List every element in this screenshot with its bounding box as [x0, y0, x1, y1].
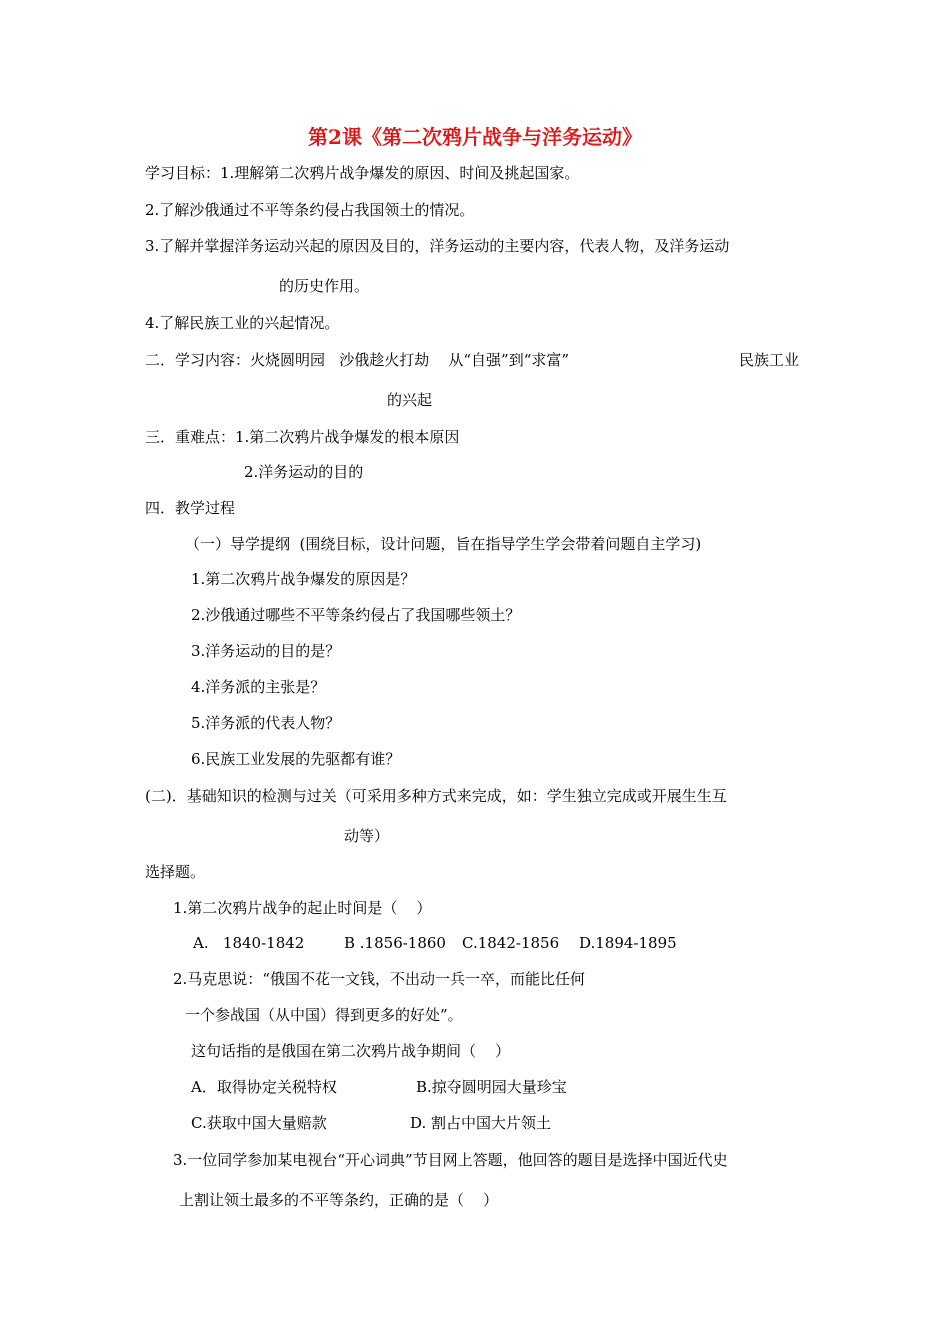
- content-line-cont: 的兴起: [387, 391, 433, 409]
- guide-question: 4.洋务派的主张是？: [191, 678, 326, 696]
- question-3: 3.一位同学参加某电视台“开心词典”节目网上答题，他回答的题目是选择中国近代史: [173, 1151, 728, 1169]
- guide-question: 2.沙俄通过哪些不平等条约侵占了我国哪些领土？: [191, 606, 521, 624]
- objective-line-3-cont: 的历史作用。: [279, 277, 370, 295]
- guide-question: 5.洋务派的代表人物？: [191, 714, 341, 732]
- objective-line-2: 2.了解沙俄通过不平等条约侵占我国领土的情况。: [145, 201, 475, 219]
- guide-question: 3.洋务运动的目的是？: [191, 642, 341, 660]
- q1-option-a: A. 1840-1842: [193, 934, 305, 952]
- guide-outline: （一）导学提纲 (围绕目标，设计问题，旨在指导学生学会带着问题自主学习): [185, 535, 702, 553]
- guide-question: 1.第二次鸦片战争爆发的原因是？: [191, 570, 416, 588]
- section-2-heading-cont: 动等）: [344, 827, 390, 845]
- q1-option-b: B .1856-1860: [344, 934, 446, 952]
- question-2: 2.马克思说：“俄国不花一文钱，不出动一兵一卒，而能比任何: [173, 970, 585, 988]
- content-line-end: 民族工业: [739, 351, 800, 369]
- section-2-heading: (二)．基础知识的检测与过关（可采用多种方式来完成，如：学生独立完成或开展生生互: [145, 787, 727, 805]
- key-points-line-1: 三．重难点：1.第二次鸦片战争爆发的根本原因: [145, 428, 460, 446]
- q2-option-c: C.获取中国大量赔款: [191, 1114, 327, 1132]
- question-1: 1.第二次鸦片战争的起止时间是（ ）: [173, 899, 432, 917]
- question-2-cont: 一个参战国（从中国）得到更多的好处”。: [185, 1006, 463, 1024]
- content-line: 二．学习内容：火烧圆明园 沙俄趁火打劫 从“自强”到“求富”: [145, 351, 570, 369]
- guide-question: 6.民族工业发展的先驱都有谁？: [191, 750, 401, 768]
- quiz-heading: 选择题。: [145, 863, 206, 881]
- q1-option-d: D.1894-1895: [579, 934, 677, 952]
- question-2-stem: 这句话指的是俄国在第二次鸦片战争期间（ ）: [191, 1042, 511, 1060]
- objective-line-3: 3.了解并掌握洋务运动兴起的原因及目的，洋务运动的主要内容，代表人物，及洋务运动: [145, 237, 730, 255]
- key-points-line-2: 2.洋务运动的目的: [244, 463, 364, 481]
- lesson-title: 第2课《第二次鸦片战争与洋务运动》: [308, 125, 642, 149]
- question-3-cont: 上割让领土最多的不平等条约，正确的是（ ）: [179, 1191, 499, 1209]
- process-heading: 四．教学过程: [145, 499, 236, 517]
- objective-line-1: 学习目标：1.理解第二次鸦片战争爆发的原因、时间及挑起国家。: [145, 164, 580, 182]
- q2-option-b: B.掠夺圆明园大量珍宝: [416, 1078, 567, 1096]
- q2-option-d: D. 割占中国大片领土: [410, 1114, 552, 1132]
- q2-option-a: A．取得协定关税特权: [191, 1078, 337, 1096]
- q1-option-c: C.1842-1856: [462, 934, 560, 952]
- objective-line-4: 4.了解民族工业的兴起情况。: [145, 314, 340, 332]
